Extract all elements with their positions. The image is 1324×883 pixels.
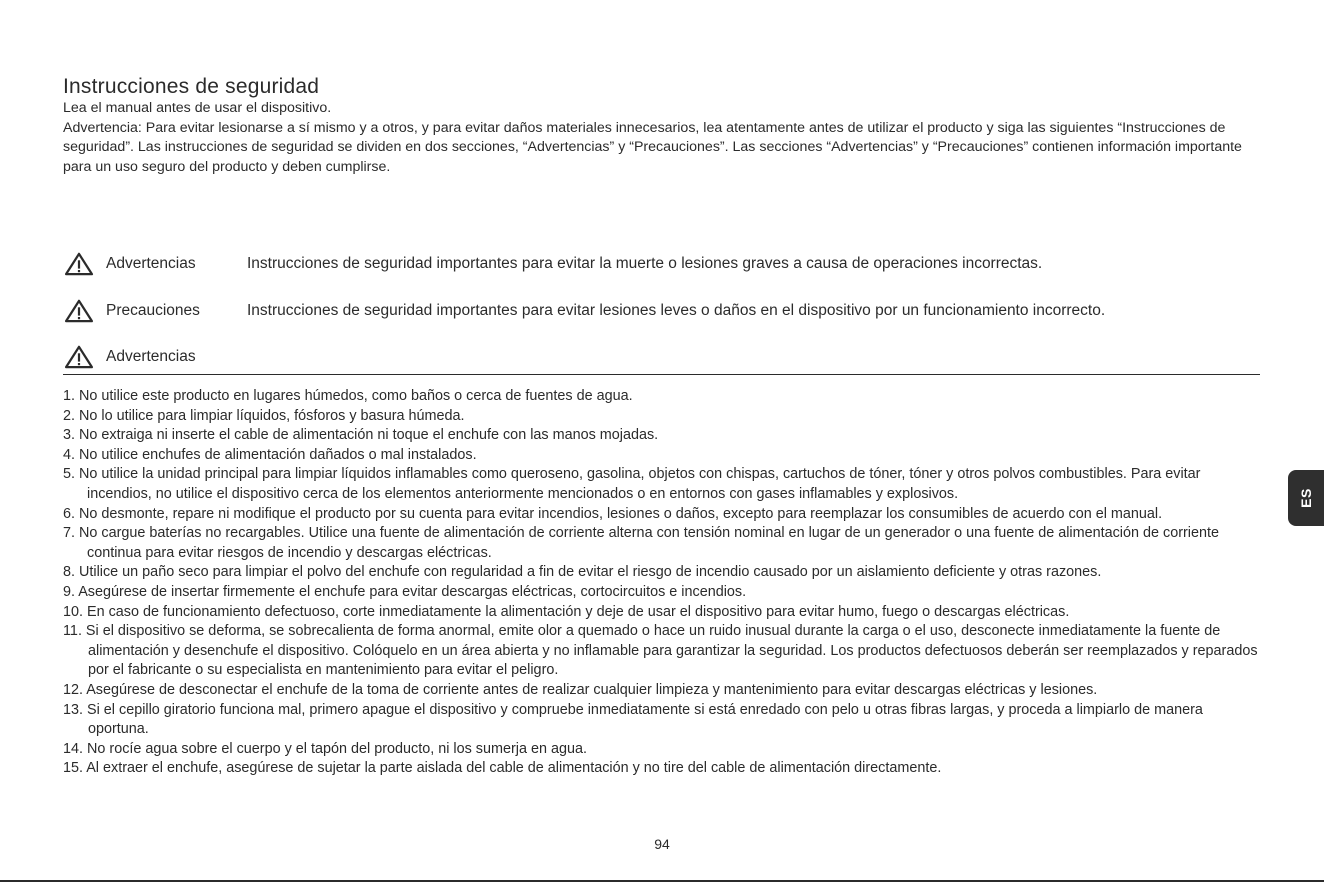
list-item: 10. En caso de funcionamiento defectuoso, corte inmediatamente la alimentación y deje de usar el dispositivo para evitar humo, fuego o descargas eléctricas. [63, 603, 1070, 620]
page-number: 94 [654, 836, 670, 852]
list-item: 1. No utilice este producto en lugares húmedos, como baños o cerca de fuentes de agua. [63, 388, 633, 404]
intro-paragraph: Advertencia: Para evitar lesionarse a sí mismo y a otros, y para evitar daños materiales innecesarios, lea atentamente antes de utilizar el producto y siga las siguientes “Instrucciones de seguridad”. Las instrucciones de seguridad se dividen en dos secciones, “Advertencias” y “Precauciones”. Las secciones “Advertencias” y “Precauciones” contienen información importante para un uso seguro del producto y deben cumplirse. [63, 119, 1242, 175]
section-heading-label: Advertencias [106, 348, 196, 365]
language-tab-label: ES [1298, 488, 1314, 508]
list-item: 3. No extraiga ni inserte el cable de alimentación ni toque el enchufe con las manos mojadas. [63, 427, 659, 444]
intro-line: Lea el manual antes de usar el dispositivo. [63, 100, 332, 116]
page-title: Instrucciones de seguridad [63, 75, 320, 99]
legend-description: Instrucciones de seguridad importantes para evitar lesiones leves o daños en el dispositivo por un funcionamiento incorrecto. [247, 302, 1106, 319]
list-item: 7. No cargue baterías no recargables. Utilice una fuente de alimentación de corriente alterna con tensión nominal en lugar de un generador o una fuente de alimentación de corriente continua para evitar riesgos de incendio y descargas eléctricas. [63, 525, 1219, 561]
list-item: 4. No utilice enchufes de alimentación dañados o mal instalados. [63, 446, 477, 463]
list-item: 6. No desmonte, repare ni modifique el producto por su cuenta para evitar incendios, lesiones o daños, excepto para reemplazar los consumibles de acuerdo con el manual. [63, 505, 1163, 522]
list-item: 8. Utilice un paño seco para limpiar el polvo del enchufe con regularidad a fin de evitar el riesgo de incendio causado por un aislamiento deficiente y otras razones. [63, 564, 1102, 581]
legend-term: Advertencias [106, 255, 196, 272]
warnings-list [63, 387, 1263, 779]
legend-description: Instrucciones de seguridad importantes para evitar la muerte o lesiones graves a causa de operaciones incorrectas. [247, 255, 1043, 272]
bottom-divider [0, 880, 1324, 882]
warning-triangle-icon [63, 252, 95, 276]
legend-term: Precauciones [106, 302, 200, 319]
list-item: 11. Si el dispositivo se deforma, se sobrecalienta de forma anormal, emite olor a quemado o hace un ruido inusual durante la carga o el uso, desconecte inmediatamente la fuente de alimentación y desenchufe el dispositivo. Colóquelo en un área abierta y no inflamable para garantizar la seguridad. Los productos defectuosos deberán ser reemplazados y reparados por el fabricante o su especialista en mantenimiento para evitar el peligro. [63, 623, 1258, 679]
list-item: 2. No lo utilice para limpiar líquidos, fósforos y basura húmeda. [63, 407, 465, 424]
list-item: 14. No rocíe agua sobre el cuerpo y el tapón del producto, ni los sumerja en agua. [63, 740, 587, 757]
section-heading [63, 340, 1260, 375]
intro [63, 99, 1263, 177]
language-tab [1288, 470, 1324, 526]
list-item: 13. Si el cepillo giratorio funciona mal, primero apague el dispositivo y compruebe inmediatamente si está enredado con pelo u otras fibras largas, y proceda a limpiarlo de manera oportuna. [63, 701, 1203, 738]
list-item: 9. Asegúrese de insertar firmemente el enchufe para evitar descargas eléctricas, cortocircuitos e incendios. [63, 583, 747, 600]
list-item: 5. No utilice la unidad principal para limpiar líquidos inflamables como queroseno, gasolina, objetos con chispas, cartuchos de tóner, tóner y otros polvos combustibles. Para evitar incendios, no utilice el dispositivo cerca de los elementos anteriormente mencionados o en entornos con gases inflamables y explosivos. [63, 466, 1201, 502]
warning-triangle-icon [63, 345, 95, 369]
list-item: 15. Al extraer el enchufe, asegúrese de sujetar la parte aislada del cable de alimentación y no tire del cable de alimentación directamente. [63, 760, 942, 777]
legend-row-precauciones [63, 297, 1105, 325]
warning-triangle-icon [63, 299, 95, 323]
legend-row-advertencias [63, 250, 1042, 278]
list-item: 12. Asegúrese de desconectar el enchufe de la toma de corriente antes de realizar cualquier limpieza y mantenimiento para evitar descargas eléctricas y lesiones. [63, 681, 1098, 698]
